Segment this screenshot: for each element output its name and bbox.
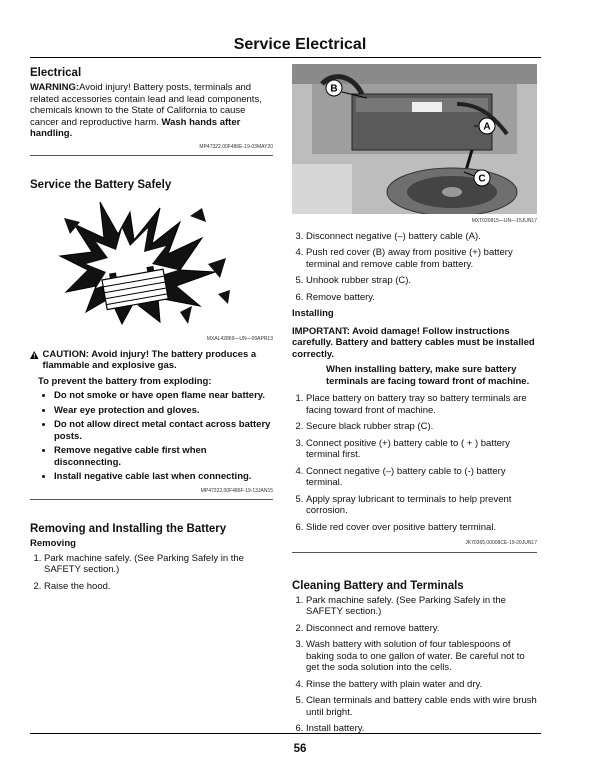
cleaning-steps bbox=[292, 595, 537, 735]
important-text2: When installing battery, make sure battery terminals are facing toward front of machine. bbox=[326, 364, 530, 387]
warning-bold: Wash hands after handling. bbox=[30, 116, 241, 139]
photo-ref: MXT020815—UN—15JUN17 bbox=[471, 218, 537, 224]
list-item: 2. Secure black rubber strap (C). bbox=[306, 421, 537, 433]
battery-explosion-icon bbox=[30, 194, 273, 332]
list-item: 4. Connect negative (–) battery cable to (-) battery terminal. bbox=[306, 466, 537, 489]
list-item: 1. Park machine safely. (See Parking Safely in the SAFETY section.) bbox=[44, 553, 273, 576]
list-item: 4. Push red cover (B) away from positive (+) battery terminal and remove cable from battery. bbox=[306, 247, 537, 270]
important-first-line bbox=[292, 326, 537, 361]
list-item: 3. Connect positive (+) battery cable to ( + ) battery terminal first. bbox=[306, 438, 537, 461]
list-item: 6. Slide red cover over positive battery terminal. bbox=[306, 522, 537, 534]
cleaning-section bbox=[292, 579, 537, 735]
installing-label: Installing bbox=[292, 308, 334, 319]
warning-text: Avoid injury! Battery posts, terminals and related accessories contain lead and lead components, chemicals known to the State of California to cause cancer and reproductive harm. bbox=[30, 82, 262, 128]
removing-steps-right bbox=[292, 231, 537, 304]
removing-installing-section bbox=[30, 522, 273, 592]
electrical-section bbox=[30, 66, 273, 156]
battery-safety-section bbox=[30, 178, 273, 500]
battery-compartment-photo-icon bbox=[292, 64, 537, 214]
list-item: 3. Disconnect negative (–) battery cable (A). bbox=[306, 231, 537, 243]
list-item: • Do not smoke or have open flame near battery. bbox=[54, 390, 273, 402]
list-item: 1. Place battery on battery tray so battery terminals are facing toward front of machine. bbox=[306, 393, 537, 416]
list-item: 2. Raise the hood. bbox=[44, 581, 273, 593]
caution-block bbox=[30, 349, 273, 372]
list-item: 3. Wash battery with solution of four tablespoons of baking soda to one gallon of water. Be careful not to get the soda solution into the cells. bbox=[306, 639, 537, 674]
list-item: 6. Remove battery. bbox=[306, 292, 537, 304]
battery-safety-heading: Service the Battery Safely bbox=[30, 179, 172, 191]
important-label: IMPORTANT: bbox=[292, 325, 350, 337]
callout-a: A bbox=[483, 121, 491, 133]
removing-steps-left bbox=[30, 553, 273, 593]
safety-ref: MP47322,00F486F-19-13JAN15 bbox=[200, 487, 273, 494]
list-item: • Remove negative cable first when disconnecting. bbox=[54, 445, 273, 468]
title-rule bbox=[30, 57, 541, 58]
removing-label: Removing bbox=[30, 538, 76, 549]
electrical-heading: Electrical bbox=[30, 67, 82, 79]
warning-label: WARNING: bbox=[30, 82, 80, 93]
page-number: 56 bbox=[293, 743, 307, 755]
page-title: Service Electrical bbox=[233, 36, 367, 53]
list-item: 6. Install battery. bbox=[306, 723, 537, 735]
list-item: 2. Disconnect and remove battery. bbox=[306, 623, 537, 635]
list-item: 1. Park machine safely. (See Parking Safely in the SAFETY section.) bbox=[306, 595, 537, 618]
caution-icon bbox=[30, 349, 39, 361]
important-note bbox=[292, 326, 537, 388]
removing-installing-heading: Removing and Installing the Battery bbox=[30, 523, 227, 535]
electrical-ref: MP47322,00F486E-19-03MAY20 bbox=[199, 143, 273, 150]
installing-steps bbox=[292, 393, 537, 533]
list-item: 5. Apply spray lubricant to terminals to help prevent corrosion. bbox=[306, 494, 537, 517]
prevent-intro: To prevent the battery from exploding: bbox=[38, 375, 212, 387]
list-item: • Wear eye protection and gloves. bbox=[54, 405, 273, 417]
list-item: 4. Rinse the battery with plain water and dry. bbox=[306, 679, 537, 691]
battery-photo bbox=[292, 64, 537, 214]
list-item: • Install negative cable last when connecting. bbox=[54, 471, 273, 483]
list-item: 5. Clean terminals and battery cable ends with wire brush until bright. bbox=[306, 695, 537, 718]
list-item: 5. Unhook rubber strap (C). bbox=[306, 275, 537, 287]
caution-text: CAUTION: Avoid injury! The battery produces a flammable and explosive gas. bbox=[42, 348, 257, 371]
cleaning-heading: Cleaning Battery and Terminals bbox=[292, 579, 464, 592]
important-text: Avoid damage! Follow instructions carefully. Battery and battery cables must be installed correctly. bbox=[292, 325, 535, 360]
right-column bbox=[292, 64, 537, 740]
safety-bullets bbox=[30, 390, 273, 483]
list-item: • Do not allow direct metal contact across battery posts. bbox=[54, 419, 273, 442]
footer-rule bbox=[30, 733, 541, 734]
removing-installing-ref: JK70365,00008CE-19-20JUN17 bbox=[465, 540, 537, 546]
left-column bbox=[30, 66, 273, 597]
safety-figure-ref: MXAL42869—UN—09APR13 bbox=[206, 336, 273, 342]
electrical-warning bbox=[30, 82, 273, 140]
explosion-illustration bbox=[30, 194, 273, 332]
callout-b: B bbox=[330, 83, 338, 95]
callout-c: C bbox=[478, 173, 486, 185]
